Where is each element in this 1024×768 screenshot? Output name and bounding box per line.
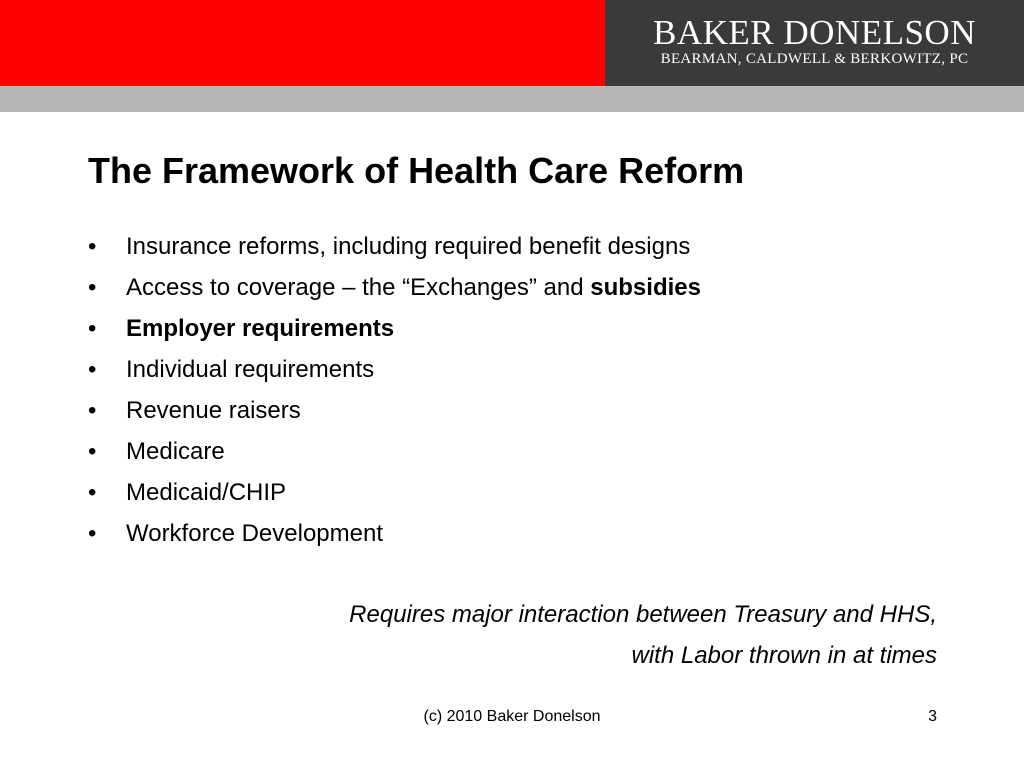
note-line: with Labor thrown in at times (631, 642, 937, 669)
slide-title: The Framework of Health Care Reform (88, 150, 745, 191)
bullet-text: Medicaid/CHIP (126, 479, 287, 506)
bullet-marker: • (88, 397, 97, 424)
bullet-marker: • (88, 233, 97, 260)
bullet-list (88, 226, 701, 554)
footer-copyright: (c) 2010 Baker Donelson (423, 708, 601, 725)
note-line: Requires major interaction between Treasury and HHS, (349, 601, 937, 628)
bullet-marker: • (88, 274, 97, 301)
bullet-bold-text: Employer requirements (126, 315, 395, 342)
bullet-marker: • (88, 356, 97, 383)
logo-sub-text: BEARMAN, CALDWELL & BERKOWITZ, PC (660, 51, 969, 67)
bullet-item (88, 226, 701, 267)
bullet-marker: • (88, 520, 97, 547)
bullet-marker: • (88, 438, 97, 465)
header-red-band (0, 0, 605, 86)
company-logo (605, 0, 1024, 86)
bullet-item (88, 431, 701, 472)
bullet-text: Access to coverage – the “Exchanges” and (126, 274, 591, 301)
bullet-text: Medicare (126, 438, 225, 465)
logo-main-text: BAKER DONELSON (653, 13, 976, 52)
bullet-text: Individual requirements (126, 356, 375, 383)
bullet-text: Insurance reforms, including required benefit designs (126, 233, 691, 260)
bullet-item (88, 267, 701, 308)
header-gray-bar (0, 86, 1024, 112)
bullet-item (88, 308, 701, 349)
bullet-text: Workforce Development (126, 520, 383, 547)
bullet-marker: • (88, 479, 97, 506)
interaction-note (349, 594, 937, 676)
bullet-item (88, 390, 701, 431)
bullet-item (88, 472, 701, 513)
bullet-item (88, 513, 701, 554)
bullet-text: Revenue raisers (126, 397, 301, 424)
bullet-bold-text: subsidies (590, 274, 701, 301)
bullet-marker: • (88, 315, 97, 342)
bullet-item (88, 349, 701, 390)
page-number: 3 (928, 708, 937, 725)
